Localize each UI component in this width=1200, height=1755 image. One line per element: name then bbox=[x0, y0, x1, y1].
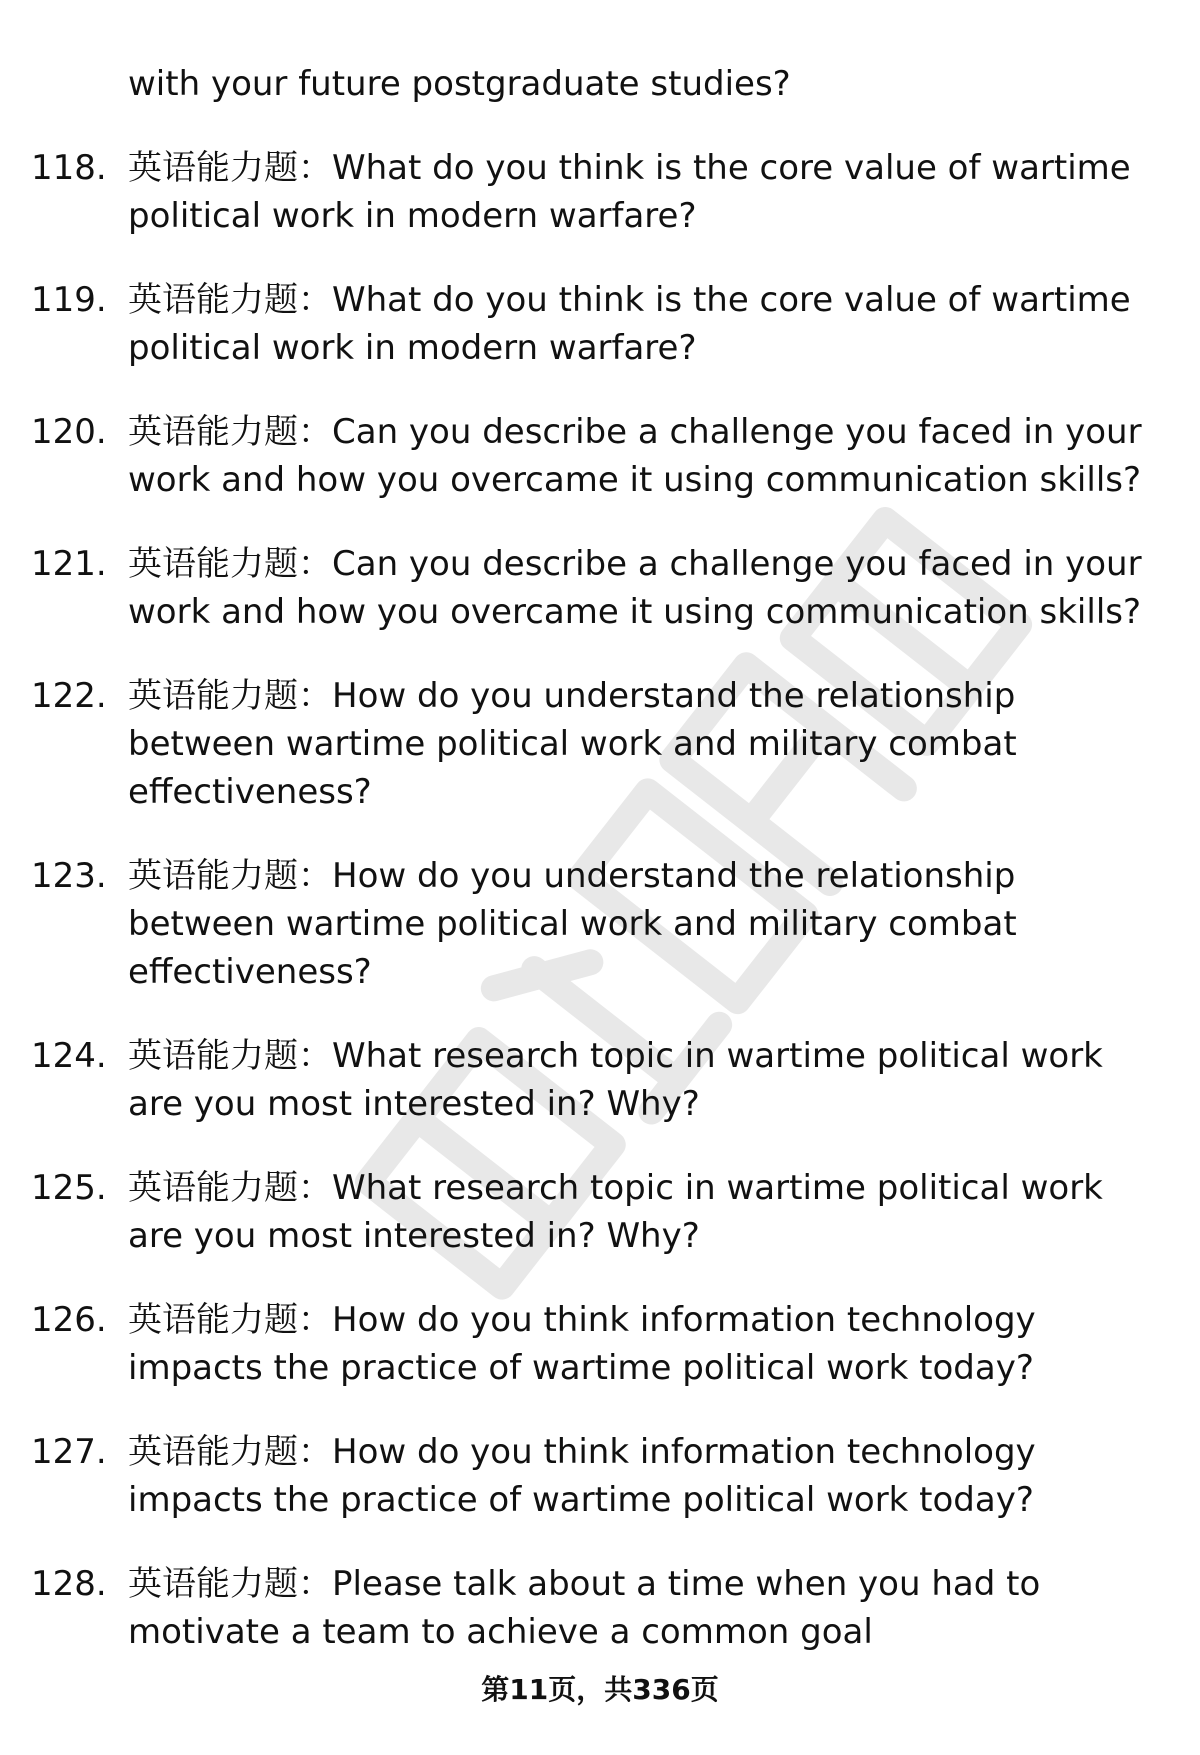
question-number: 126. bbox=[31, 1300, 107, 1340]
question-text: How do you think information technology impacts the practice of wartime political work today? bbox=[128, 1300, 1036, 1388]
question-tag: 英语能力题： bbox=[128, 280, 332, 320]
list-item bbox=[0, 672, 1200, 816]
question-body bbox=[128, 1296, 1158, 1392]
question-number: 119. bbox=[31, 280, 107, 320]
question-body bbox=[128, 1428, 1158, 1524]
question-body bbox=[128, 852, 1158, 996]
list-item bbox=[0, 276, 1200, 372]
list-item bbox=[0, 1032, 1200, 1128]
question-body bbox=[128, 1032, 1158, 1128]
question-body bbox=[128, 144, 1158, 240]
question-body bbox=[128, 1164, 1158, 1260]
list-item bbox=[0, 1164, 1200, 1260]
question-text: What do you think is the core value of wartime political work in modern warfare? bbox=[128, 280, 1131, 368]
question-tag: 英语能力题： bbox=[128, 1300, 332, 1340]
question-tag: 英语能力题： bbox=[128, 1036, 332, 1076]
list-item bbox=[0, 144, 1200, 240]
question-text: How do you think information technology impacts the practice of wartime political work today? bbox=[128, 1432, 1036, 1520]
question-body bbox=[128, 408, 1158, 504]
question-text: How do you understand the relationship between wartime political work and military combat effectiveness? bbox=[128, 676, 1017, 812]
question-list bbox=[0, 60, 1200, 1692]
question-tag: 英语能力题： bbox=[128, 1564, 332, 1604]
question-number: 128. bbox=[31, 1564, 107, 1604]
list-item bbox=[0, 1428, 1200, 1524]
question-body bbox=[128, 276, 1158, 372]
question-tag: 英语能力题： bbox=[128, 412, 332, 452]
question-number: 121. bbox=[31, 544, 107, 584]
list-item bbox=[0, 540, 1200, 636]
question-number: 123. bbox=[31, 856, 107, 896]
continuation-text: with your future postgraduate studies? bbox=[128, 64, 791, 104]
question-text: How do you understand the relationship between wartime political work and military combat effectiveness? bbox=[128, 856, 1017, 992]
question-number: 118. bbox=[31, 148, 107, 188]
question-number: 122. bbox=[31, 676, 107, 716]
list-item bbox=[0, 852, 1200, 996]
question-text: What do you think is the core value of wartime political work in modern warfare? bbox=[128, 148, 1131, 236]
question-text: Can you describe a challenge you faced in your work and how you overcame it using communication skills? bbox=[128, 544, 1142, 632]
list-item bbox=[0, 408, 1200, 504]
question-tag: 英语能力题： bbox=[128, 1168, 332, 1208]
question-body bbox=[128, 672, 1158, 816]
question-number: 125. bbox=[31, 1168, 107, 1208]
question-tag: 英语能力题： bbox=[128, 1432, 332, 1472]
question-number: 127. bbox=[31, 1432, 107, 1472]
question-body bbox=[128, 1560, 1158, 1656]
list-item bbox=[0, 1296, 1200, 1392]
list-item bbox=[0, 1560, 1200, 1656]
question-text: What research topic in wartime political work are you most interested in? Why? bbox=[128, 1036, 1103, 1124]
question-tag: 英语能力题： bbox=[128, 544, 332, 584]
question-text: Can you describe a challenge you faced in your work and how you overcame it using communication skills? bbox=[128, 412, 1142, 500]
question-body bbox=[128, 540, 1158, 636]
question-tag: 英语能力题： bbox=[128, 148, 332, 188]
question-number: 120. bbox=[31, 412, 107, 452]
question-tag: 英语能力题： bbox=[128, 676, 332, 716]
question-text: Please talk about a time when you had to motivate a team to achieve a common goal bbox=[128, 1564, 1041, 1652]
question-tag: 英语能力题： bbox=[128, 856, 332, 896]
page-footer: 第11页，共336页 bbox=[481, 1673, 719, 1706]
question-text: What research topic in wartime political work are you most interested in? Why? bbox=[128, 1168, 1103, 1256]
question-number: 124. bbox=[31, 1036, 107, 1076]
